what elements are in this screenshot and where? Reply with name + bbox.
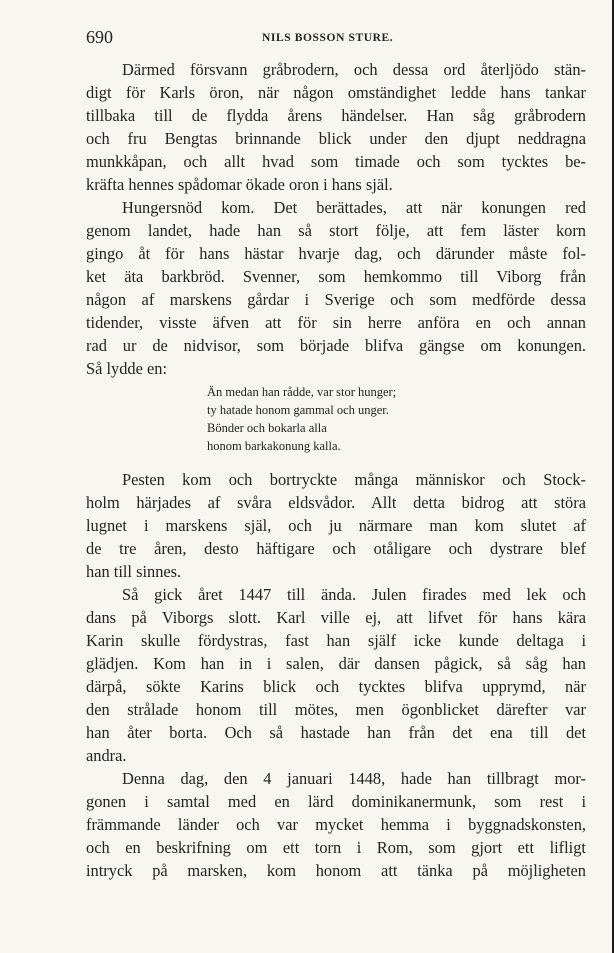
text-line: Så gick året 1447 till ända. Julen firades med lek och	[122, 585, 586, 604]
text-line: andra.	[86, 746, 127, 765]
paragraph-5	[86, 767, 586, 882]
paragraph-1	[86, 58, 586, 196]
page-header	[86, 26, 586, 50]
body-text-lower	[86, 468, 586, 882]
text-line: Denna dag, den 4 januari 1448, hade han tillbragt mor-	[122, 769, 586, 788]
verse-line: Bönder och bokarla alla	[207, 421, 327, 435]
running-head: NILS BOSSON STURE.	[262, 32, 394, 44]
text-line: de tre åren, desto häftigare och otåligare och dystrare blef	[86, 539, 586, 558]
text-line: kräfta hennes spådomar ökade oron i hans själ.	[86, 175, 393, 194]
paragraph-4	[86, 583, 586, 767]
text-line: tillbaka till de flydda årens händelser. Han såg gråbrodern	[86, 106, 586, 125]
text-line: digt för Karls öron, när någon omständighet ledde hans tankar	[86, 83, 586, 102]
text-line: munkkåpan, och allt hvad som timade och som tycktes be-	[86, 152, 586, 171]
text-line: ket äta barkbröd. Svenner, som hemkommo till Viborg från	[86, 267, 586, 286]
paragraph-2	[86, 196, 586, 380]
text-line: gingo åt för hans hästar hvarje dag, och därunder måste fol-	[86, 244, 586, 263]
text-line: genom landet, hade han så stort följe, att fem läster korn	[86, 221, 586, 240]
text-line: och fru Bengtas brinnande blick under den djupt neddragna	[86, 129, 586, 148]
verse-quote	[207, 383, 497, 455]
paragraph-3	[86, 468, 586, 583]
text-line: lugnet i marskens själ, och ju närmare man kom slutet af	[86, 516, 586, 535]
text-line: någon af marskens gårdar i Sverige och som medförde dessa	[86, 290, 586, 309]
text-line: glädjen. Kom han in i salen, där dansen pågick, så såg han	[86, 654, 586, 673]
text-line: dans på Viborgs slott. Karl ville ej, att lifvet för hans kära	[86, 608, 586, 627]
text-line: Därmed försvann gråbrodern, och dessa ord återljödo stän-	[122, 60, 586, 79]
verse-line: ty hatade honom gammal och unger.	[207, 403, 389, 417]
body-text-upper	[86, 58, 586, 380]
text-line: den strålade honom till mötes, men ögonblicket därefter var	[86, 700, 586, 719]
text-line: han åter borta. Och så hastade han från det ena till det	[86, 723, 586, 742]
text-line: Pesten kom och bortryckte många människor och Stock-	[122, 470, 586, 489]
text-line: intryck på marsken, kom honom att tänka på möjligheten	[86, 861, 586, 880]
text-line: rad ur de nidvisor, som började blifva gängse om konungen.	[86, 336, 586, 355]
verse-line: honom barkakonung kalla.	[207, 439, 341, 453]
text-line: tidender, visste äfven att för sin herre anföra en och annan	[86, 313, 586, 332]
text-line: och en beskrifning om ett torn i Rom, som gjort ett lifligt	[86, 838, 586, 857]
text-line: holm härjades af svåra eldsvådor. Allt detta bidrog att störa	[86, 493, 586, 512]
text-line: främmande länder och var mycket hemma i byggnadskonsten,	[86, 815, 586, 834]
text-line: han till sinnes.	[86, 562, 182, 581]
text-line: Så lydde en:	[86, 359, 168, 378]
text-line: Karin skulle fördystras, fast han själf icke kunde deltaga i	[86, 631, 586, 650]
page-number: 690	[86, 27, 113, 47]
text-line: Hungersnöd kom. Det berättades, att när konungen red	[122, 198, 586, 217]
text-line: gonen i samtal med en lärd dominikanermunk, som rest i	[86, 792, 586, 811]
verse-line: Än medan han rådde, var stor hunger;	[207, 385, 397, 399]
text-line: därpå, sökte Karins blick och tycktes blifva upprymd, när	[86, 677, 586, 696]
